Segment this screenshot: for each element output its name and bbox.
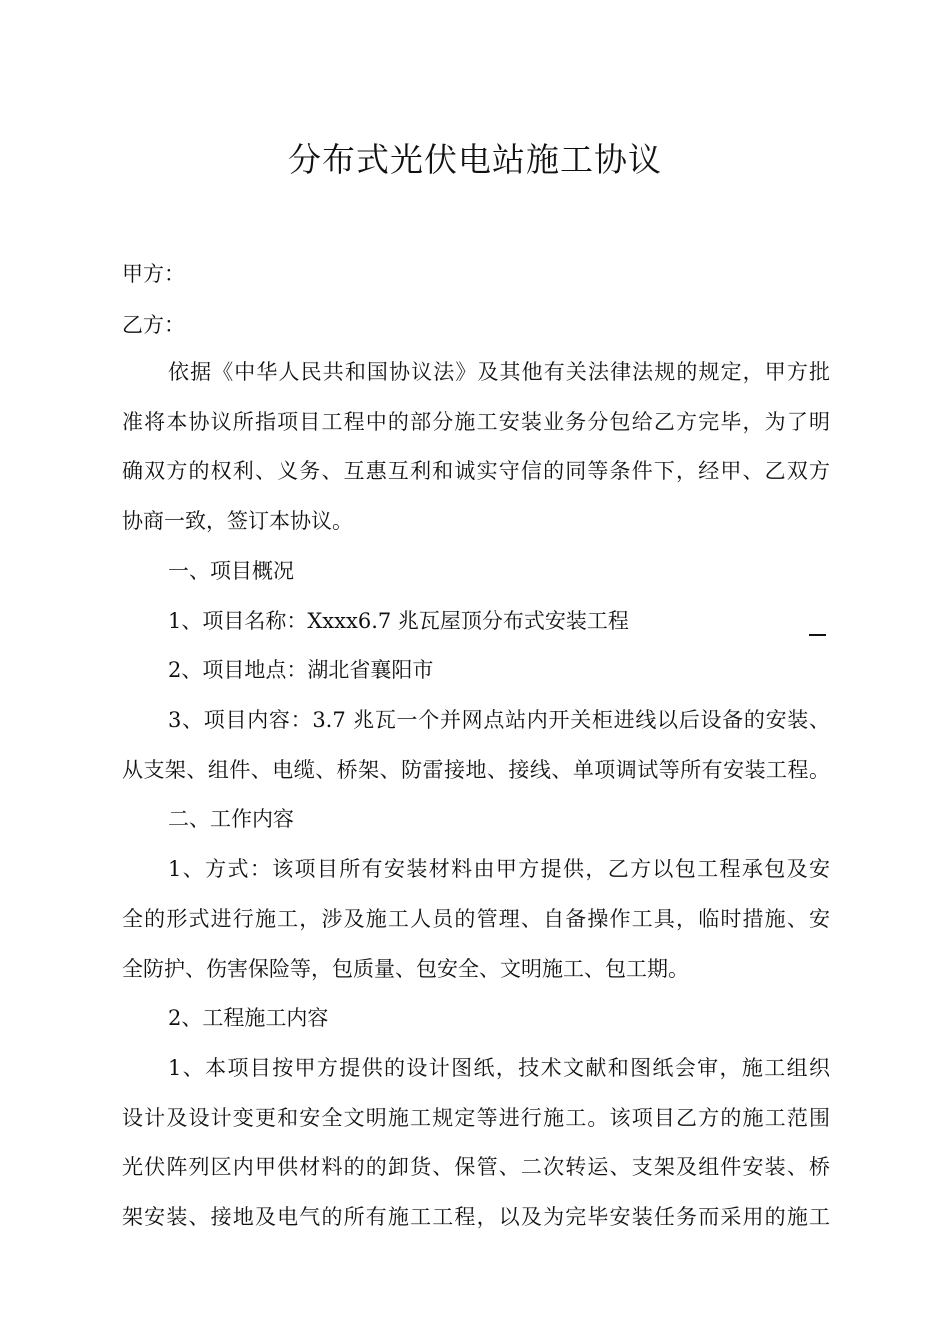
section-1-heading: 一、项目概况 — [168, 559, 294, 583]
intro-line-1: 依据《中华人民共和国协议法》及其他有关法律法规的规定，甲方批 — [168, 360, 830, 384]
document-title: 分布式光伏电站施工协议 — [288, 140, 662, 179]
scope-line-1: 1、本项目按甲方提供的设计图纸，技术文献和图纸会审，施工组织 — [168, 1056, 830, 1080]
intro-line-4: 协商一致，签订本协议。 — [122, 509, 353, 533]
method-line-1: 1、方式：该项目所有安装材料由甲方提供，乙方以包工程承包及安 — [168, 857, 830, 881]
method-line-3: 全防护、伤害保险等，包质量、包安全、文明施工、包工期。 — [122, 957, 689, 981]
scope-line-3: 光伏阵列区内甲供材料的的卸货、保管、二次转运、支架及组件安装、桥 — [122, 1155, 830, 1179]
party-a-label: 甲方： — [122, 262, 185, 286]
project-content-line-2: 从支架、组件、电缆、桥架、防雷接地、接线、单项调试等所有安装工程。 — [122, 758, 830, 782]
construction-content-heading: 2、工程施工内容 — [168, 1006, 329, 1030]
scope-line-2: 设计及设计变更和安全文明施工规定等进行施工。该项目乙方的施工范围 — [122, 1106, 830, 1130]
party-b-label: 乙方： — [122, 313, 185, 337]
section-2-heading: 二、工作内容 — [168, 807, 294, 831]
project-name-item: 1、项目名称：Xxxx6.7 兆瓦屋顶分布式安装工程 — [168, 609, 629, 633]
method-line-2: 全的形式进行施工，涉及施工人员的管理、自备操作工具，临时措施、安 — [122, 907, 830, 931]
margin-dash-mark — [809, 634, 826, 636]
project-location-item: 2、项目地点：湖北省襄阳市 — [168, 658, 434, 682]
project-content-line-1: 3、项目内容：3.7 兆瓦一个并网点站内开关柜进线以后设备的安装、 — [168, 708, 830, 732]
intro-line-2: 准将本协议所指项目工程中的部分施工安装业务分包给乙方完毕，为了明 — [122, 410, 830, 434]
scope-line-4: 架安装、接地及电气的所有施工工程，以及为完毕安装任务而采用的施工 — [122, 1205, 830, 1229]
intro-line-3: 确双方的权利、义务、互惠互利和诚实守信的同等条件下，经甲、乙双方 — [122, 459, 830, 483]
